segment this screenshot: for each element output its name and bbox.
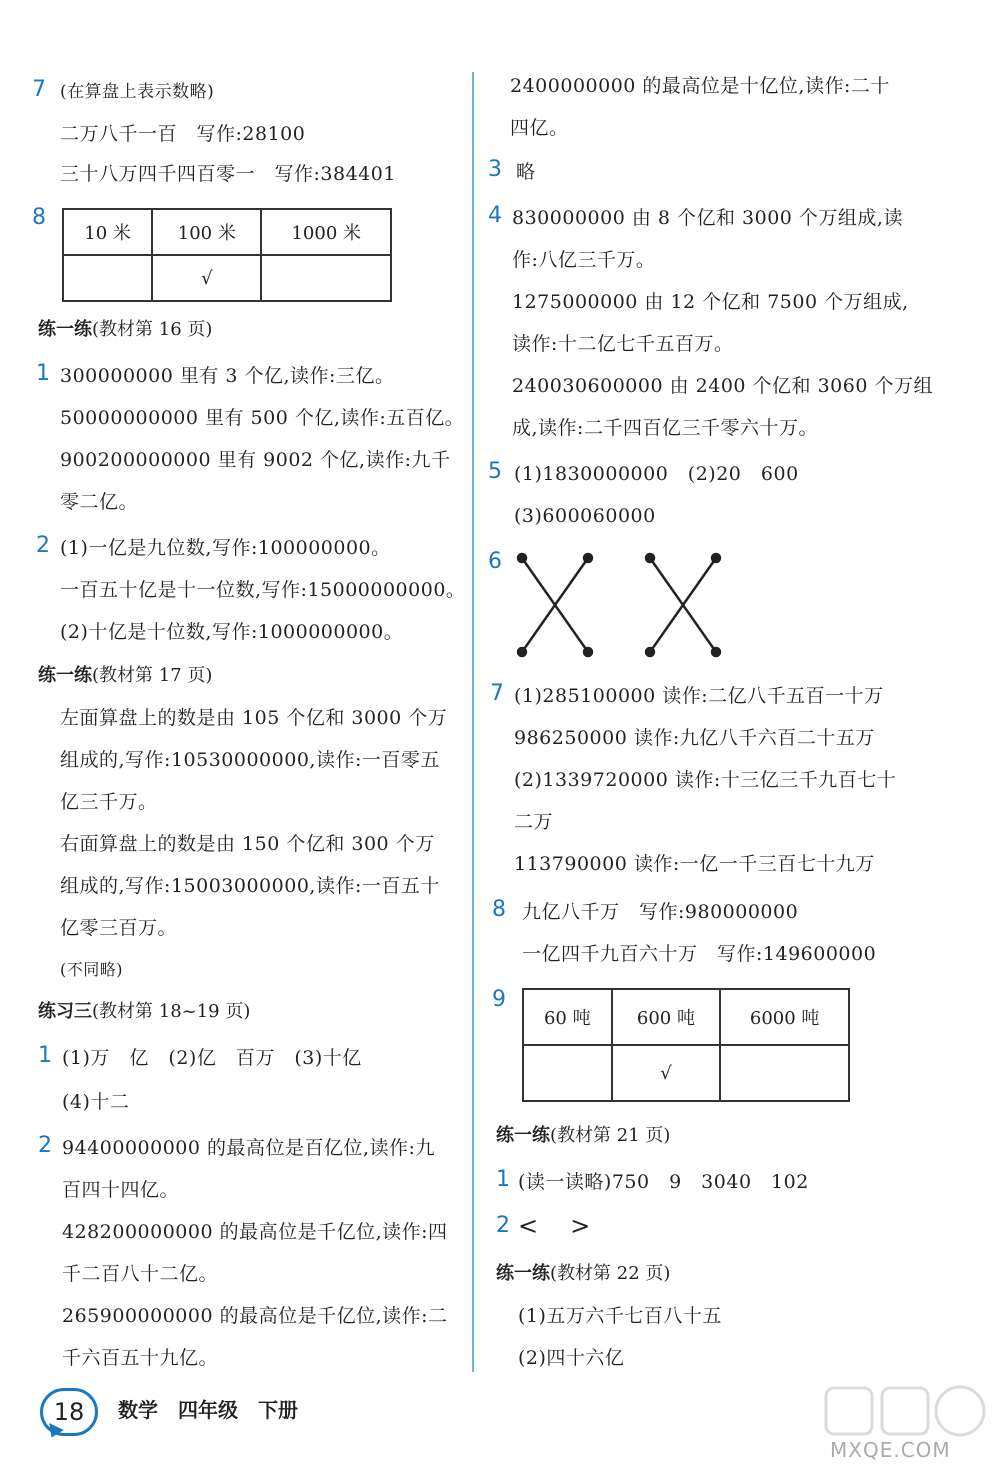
match-dot	[518, 554, 526, 562]
answer-line: 986250000 读作:九亿八千六百二十五万	[514, 727, 875, 749]
question-number: 2	[36, 533, 50, 558]
question-number: 8	[492, 897, 506, 922]
answer-line: 左面算盘上的数是由 105 个亿和 3000 个万	[60, 707, 448, 729]
table-cell	[523, 1045, 612, 1101]
answer-line: 二万	[514, 811, 554, 833]
answer-line: (读一读略)750 9 3040 102	[518, 1171, 809, 1193]
answer-note: (不同略)	[60, 960, 123, 979]
answer-line: 三十八万四千四百零一 写作:384401	[60, 163, 396, 185]
checkmark-cell: √	[152, 255, 261, 301]
answer-line: (1)五万六千七百八十五	[518, 1305, 722, 1327]
section-heading	[496, 1260, 670, 1288]
answer-line: (2)1339720000 读作:十三亿三千九百七十	[514, 769, 897, 791]
section-reference: (教材第 21 页)	[550, 1125, 671, 1146]
answer-line: 一亿四千九百六十万 写作:149600000	[522, 943, 877, 965]
match-dot	[584, 554, 592, 562]
watermark-text: MXQE.COM	[830, 1438, 951, 1462]
question-number: 5	[488, 459, 502, 484]
answer-line: 113790000 读作:一亿一千三百七十九万	[514, 853, 875, 875]
question-number: 7	[32, 77, 46, 102]
answer-line: < >	[518, 1212, 595, 1240]
answer-line: 830000000 由 8 个亿和 3000 个万组成,读	[512, 207, 903, 229]
answer-line: (1)285100000 读作:二亿八千五百一十万	[514, 685, 884, 707]
answer-line: 四亿。	[510, 117, 569, 139]
section-title: 练习三	[38, 1001, 92, 1022]
question-number: 4	[488, 203, 502, 228]
question-number: 8	[32, 205, 46, 230]
section-reference: (教材第 17 页)	[92, 665, 213, 686]
match-dot	[646, 554, 654, 562]
book-title: 数学 四年级 下册	[118, 1398, 298, 1422]
question-number: 7	[490, 681, 504, 706]
checkmark-cell: √	[612, 1045, 721, 1101]
answer-line: 九亿八千万 写作:980000000	[522, 901, 799, 923]
answer-line: 右面算盘上的数是由 150 个亿和 300 个万	[60, 833, 435, 855]
answer-table	[62, 208, 392, 302]
section-heading	[38, 998, 250, 1026]
answer-line: 成,读作:二千四百亿三千零六十万。	[512, 417, 818, 439]
answer-line: 2400000000 的最高位是十亿位,读作:二十	[510, 75, 890, 97]
answer-line: 240030600000 由 2400 个亿和 3060 个万组	[512, 375, 933, 397]
answer-line: 亿三千万。	[60, 791, 158, 813]
answer-line: 428200000000 的最高位是千亿位,读作:四	[62, 1221, 448, 1243]
matching-diagram	[510, 548, 730, 664]
question-number: 9	[492, 987, 506, 1012]
question-number: 6	[488, 549, 502, 574]
section-reference: (教材第 16 页)	[92, 319, 213, 340]
answer-line: (1)一亿是九位数,写作:100000000。	[60, 537, 391, 559]
section-title: 练一练	[496, 1125, 550, 1146]
section-heading	[496, 1122, 670, 1150]
answer-line: 二万八千一百 写作:28100	[60, 123, 306, 145]
answer-line: 1275000000 由 12 个亿和 7500 个万组成,	[512, 291, 909, 313]
section-title: 练一练	[38, 665, 92, 686]
table-header-cell: 60 吨	[523, 989, 612, 1045]
answer-line: 265900000000 的最高位是千亿位,读作:二	[62, 1305, 448, 1327]
column-divider	[472, 72, 474, 1372]
answer-line: 组成的,写作:15003000000,读作:一百五十	[60, 875, 440, 897]
table-header-cell: 100 米	[152, 209, 261, 255]
table-header-cell: 6000 吨	[720, 989, 849, 1045]
table-header-cell: 1000 米	[261, 209, 391, 255]
table-cell	[63, 255, 152, 301]
question-number: 1	[496, 1167, 510, 1192]
answer-line: 50000000000 里有 500 个亿,读作:五百亿。	[60, 407, 465, 429]
answer-line: 一百五十亿是十一位数,写作:15000000000。	[60, 579, 466, 601]
table-cell	[720, 1045, 849, 1101]
match-dot	[646, 648, 654, 656]
answer-line: (2)十亿是十位数,写作:1000000000。	[60, 621, 404, 643]
answer-line: 百四十四亿。	[62, 1179, 180, 1201]
section-heading	[38, 316, 212, 344]
question-number: 3	[488, 157, 502, 182]
answer-line: 千二百八十二亿。	[62, 1263, 219, 1285]
answer-line: 94400000000 的最高位是百亿位,读作:九	[62, 1137, 435, 1159]
match-dot	[584, 648, 592, 656]
match-dot	[712, 648, 720, 656]
answer-line: (2)四十六亿	[518, 1347, 625, 1369]
question-number: 1	[36, 361, 50, 386]
answer-line: 300000000 里有 3 个亿,读作:三亿。	[60, 365, 395, 387]
section-title: 练一练	[38, 319, 92, 340]
section-title: 练一练	[496, 1263, 550, 1284]
answer-line: (1)1830000000 (2)20 600	[514, 463, 799, 485]
answer-line: (4)十二	[62, 1091, 130, 1113]
answer-line: 900200000000 里有 9002 个亿,读作:九千	[60, 449, 451, 471]
question-number: 2	[38, 1133, 52, 1158]
answer-line: 略	[516, 161, 536, 183]
table-cell	[261, 255, 391, 301]
table-header-cell: 600 吨	[612, 989, 721, 1045]
answer-line: (3)600060000	[514, 505, 656, 527]
answer-line: (在算盘上表示数略)	[60, 82, 215, 102]
match-dot	[518, 648, 526, 656]
question-number: 1	[38, 1043, 52, 1068]
answer-line: 零二亿。	[60, 491, 139, 513]
page-number-badge: 18	[40, 1388, 98, 1436]
section-reference: (教材第 18~19 页)	[92, 1001, 251, 1022]
answer-line: 组成的,写作:10530000000,读作:一百零五	[60, 749, 440, 771]
question-number: 2	[496, 1213, 510, 1238]
section-heading	[38, 662, 212, 690]
answer-line: (1)万 亿 (2)亿 百万 (3)十亿	[62, 1047, 362, 1069]
answer-line: 千六百五十九亿。	[62, 1347, 219, 1369]
table-header-cell: 10 米	[63, 209, 152, 255]
answer-line: 亿零三百万。	[60, 917, 178, 939]
section-reference: (教材第 22 页)	[550, 1263, 671, 1284]
answer-line: 读作:十二亿七千五百万。	[512, 333, 734, 355]
match-dot	[712, 554, 720, 562]
answer-table	[522, 988, 850, 1102]
answer-line: 作:八亿三千万。	[512, 249, 656, 271]
